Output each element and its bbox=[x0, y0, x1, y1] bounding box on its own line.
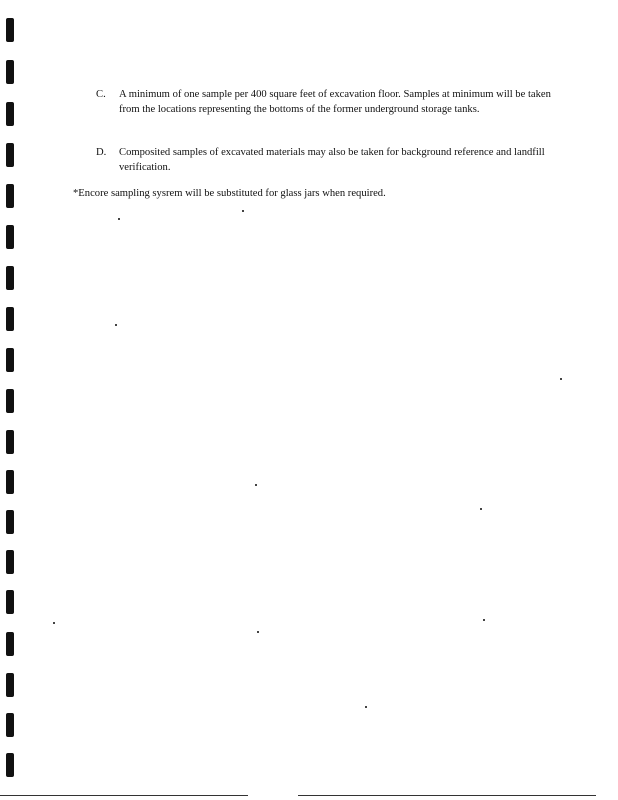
binder-hole bbox=[6, 632, 14, 656]
scan-speck bbox=[257, 631, 259, 633]
binder-hole bbox=[6, 713, 14, 737]
scan-speck bbox=[115, 324, 117, 326]
list-marker: C. bbox=[96, 89, 106, 100]
list-marker: D. bbox=[96, 147, 107, 158]
binder-hole bbox=[6, 673, 14, 697]
binder-hole bbox=[6, 590, 14, 614]
scan-speck bbox=[118, 218, 120, 220]
binder-hole bbox=[6, 143, 14, 167]
list-item-c bbox=[96, 88, 566, 117]
binder-hole bbox=[6, 430, 14, 454]
scan-speck bbox=[480, 508, 482, 510]
list-item-text: A minimum of one sample per 400 square feet of excavation floor. Samples at minimum will be taken from the locations representing the bottoms of the former underground storage tanks. bbox=[119, 89, 551, 115]
binder-hole-strip bbox=[0, 0, 20, 800]
binder-hole bbox=[6, 102, 14, 126]
binder-hole bbox=[6, 389, 14, 413]
binder-hole bbox=[6, 753, 14, 777]
scan-speck bbox=[560, 378, 562, 380]
footnote: *Encore sampling sysrem will be substituted for glass jars when required. bbox=[73, 188, 386, 199]
binder-hole bbox=[6, 266, 14, 290]
scan-speck bbox=[242, 210, 244, 212]
list-item-text: Composited samples of excavated materials may also be taken for background reference and landfill verification. bbox=[119, 147, 545, 173]
list-item-d bbox=[96, 146, 566, 175]
scan-speck bbox=[53, 622, 55, 624]
footer-rule-left bbox=[0, 795, 248, 796]
binder-hole bbox=[6, 348, 14, 372]
binder-hole bbox=[6, 307, 14, 331]
binder-hole bbox=[6, 510, 14, 534]
scan-speck bbox=[365, 706, 367, 708]
binder-hole bbox=[6, 550, 14, 574]
footer-rule-right bbox=[298, 795, 596, 796]
binder-hole bbox=[6, 184, 14, 208]
scan-speck bbox=[483, 619, 485, 621]
binder-hole bbox=[6, 60, 14, 84]
scan-speck bbox=[255, 484, 257, 486]
binder-hole bbox=[6, 470, 14, 494]
binder-hole bbox=[6, 225, 14, 249]
binder-hole bbox=[6, 18, 14, 42]
